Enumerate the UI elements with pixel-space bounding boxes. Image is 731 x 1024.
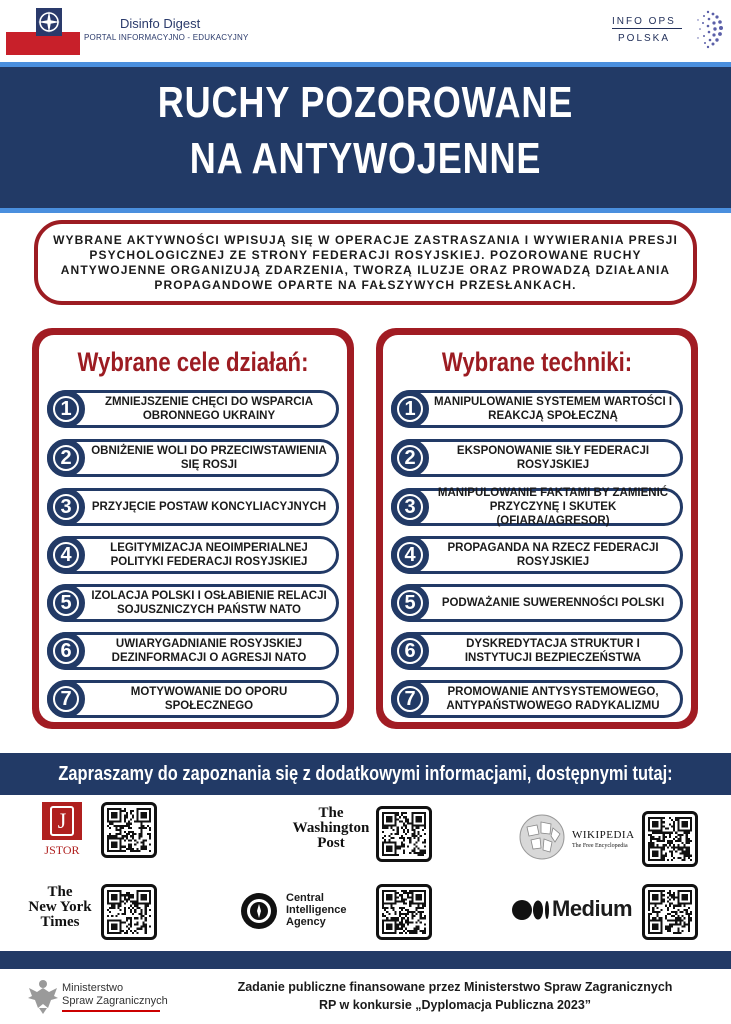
wikipedia-logo[interactable] bbox=[517, 812, 635, 862]
funding-line2: RP w konkursie „Dyplomacja Publiczna 2023” bbox=[318, 998, 592, 1012]
brand-name: Disinfo Digest bbox=[120, 16, 201, 31]
technique-item-text: DYSKREDYTACJA STRUKTUR I INSTYTUCJI BEZPIECZEŃSTWA bbox=[464, 638, 642, 664]
goal-item bbox=[47, 488, 339, 526]
funding-line1: Zadanie publiczne finansowane przez Ministerstwo Spraw Zagranicznych bbox=[237, 980, 673, 994]
number-badge bbox=[391, 584, 429, 622]
goal-item-text: IZOLACJA POLSKI I OSŁABIENIE RELACJI SOJUSZNICZYCH PAŃSTW NATO bbox=[91, 590, 327, 616]
technique-item bbox=[391, 680, 683, 718]
qr-code-wikipedia[interactable] bbox=[642, 811, 698, 867]
wapo-line2: Washington bbox=[292, 820, 370, 836]
technique-item-text: MANIPULOWANIE FAKTAMI BY ZAMIENIĆ PRZYCZYNĘ I SKUTEK (OFIARA/AGRESOR) bbox=[437, 487, 669, 527]
technique-item bbox=[391, 390, 683, 428]
goal-item-text: PRZYJĘCIE POSTAW KONCYLIACYJNYCH bbox=[91, 501, 327, 513]
medium-dots-icon bbox=[512, 899, 550, 921]
techniques-panel bbox=[376, 328, 698, 729]
number-badge-text: 7 bbox=[53, 686, 79, 712]
wikipedia-sub: The Free Encyclopedia bbox=[572, 843, 628, 849]
cta-text: Zapraszamy do zapoznania się z dodatkowymi informacjami, dostępnymi tutaj: bbox=[58, 762, 673, 785]
number-badge-text: 7 bbox=[397, 686, 423, 712]
medium-logo[interactable] bbox=[512, 896, 640, 924]
number-badge-text: 3 bbox=[53, 494, 79, 520]
qr-pattern bbox=[107, 890, 151, 934]
number-badge bbox=[47, 536, 85, 574]
footer-bar bbox=[0, 951, 731, 969]
cia-seal-icon bbox=[240, 892, 278, 930]
technique-item-text: PROMOWANIE ANTYSYSTEMOWEGO, ANTYPAŃSTWOWEGO RADYKALIZMU bbox=[446, 686, 660, 712]
page-title-line1: RUCHY POZOROWANE bbox=[157, 78, 574, 127]
cta-bar bbox=[0, 753, 731, 795]
qr-pattern bbox=[107, 808, 151, 852]
techniques-title: Wybrane techniki: bbox=[441, 347, 633, 377]
cia-line1: Central bbox=[286, 892, 324, 904]
nyt-line2: New York bbox=[28, 899, 92, 915]
number-badge bbox=[47, 439, 85, 477]
washington-post-logo[interactable] bbox=[290, 806, 372, 851]
number-badge bbox=[391, 439, 429, 477]
number-badge bbox=[391, 536, 429, 574]
number-badge bbox=[47, 390, 85, 428]
goal-item bbox=[47, 584, 339, 622]
qr-pattern bbox=[382, 890, 426, 934]
goal-item bbox=[47, 632, 339, 670]
polish-eagle-icon bbox=[26, 978, 60, 1016]
technique-item bbox=[391, 536, 683, 574]
ministry-line2: Spraw Zagranicznych bbox=[62, 995, 168, 1007]
number-badge bbox=[391, 390, 429, 428]
goal-item bbox=[47, 390, 339, 428]
qr-pattern bbox=[648, 890, 692, 934]
number-badge bbox=[47, 632, 85, 670]
ministry-line1: Ministerstwo bbox=[62, 982, 124, 994]
goal-item-text: ZMNIEJSZENIE CHĘCI DO WSPARCIA OBRONNEGO UKRAINY bbox=[104, 396, 314, 422]
number-badge-text: 6 bbox=[53, 638, 79, 664]
goal-item-text: UWIARYGADNIANIE ROSYJSKIEJ DEZINFORMACJI O AGRESJI NATO bbox=[111, 638, 307, 664]
wikipedia-label: WIKIPEDIA bbox=[572, 829, 635, 841]
number-badge-text: 4 bbox=[53, 542, 79, 568]
number-badge bbox=[391, 488, 429, 526]
technique-item bbox=[391, 439, 683, 477]
qr-code-cia[interactable] bbox=[376, 884, 432, 940]
wapo-line3: Post bbox=[317, 835, 345, 851]
number-badge-text: 2 bbox=[397, 445, 423, 471]
number-badge bbox=[391, 680, 429, 718]
new-york-times-logo[interactable] bbox=[24, 885, 96, 930]
technique-item-text: MANIPULOWANIE SYSTEMEM WARTOŚCI I REAKCJĄ SPOŁECZNĄ bbox=[433, 396, 673, 422]
ministry-logo-text bbox=[62, 982, 168, 1008]
number-badge bbox=[47, 680, 85, 718]
wikipedia-globe-icon bbox=[517, 812, 567, 862]
goal-item bbox=[47, 439, 339, 477]
infoops-country: POLSKA bbox=[618, 33, 671, 44]
ministry-red-line bbox=[62, 1010, 160, 1012]
qr-code-washington-post[interactable] bbox=[376, 806, 432, 862]
number-badge bbox=[47, 488, 85, 526]
technique-item bbox=[391, 632, 683, 670]
number-badge-text: 4 bbox=[397, 542, 423, 568]
cia-logo[interactable] bbox=[240, 890, 370, 934]
number-badge-text: 5 bbox=[53, 590, 79, 616]
jstor-label: JSTOR bbox=[44, 843, 80, 857]
page-title-line2: NA ANTYWOJENNE bbox=[189, 134, 542, 183]
cia-line2: Intelligence bbox=[286, 904, 347, 916]
number-badge-text: 2 bbox=[53, 445, 79, 471]
number-badge-text: 3 bbox=[397, 494, 423, 520]
technique-item-text: EKSPONOWANIE SIŁY FEDERACJI ROSYJSKIEJ bbox=[456, 445, 650, 471]
medium-label: Medium bbox=[552, 896, 633, 921]
cia-line3: Agency bbox=[286, 916, 326, 928]
dotted-globe-icon bbox=[686, 6, 726, 54]
technique-item-text: PROPAGANDA NA RZECZ FEDERACJI ROSYJSKIEJ bbox=[447, 542, 659, 568]
infoops-divider bbox=[612, 28, 682, 29]
jstor-logo[interactable] bbox=[40, 802, 84, 860]
funding-note bbox=[200, 978, 710, 1014]
wapo-line1: The bbox=[318, 805, 344, 821]
nyt-line1: The bbox=[47, 884, 73, 900]
qr-pattern bbox=[382, 812, 426, 856]
goal-item-text: OBNIŻENIE WOLI DO PRZECIWSTAWIENIA SIĘ ROSJI bbox=[91, 445, 327, 471]
number-badge bbox=[47, 584, 85, 622]
number-badge-text: 1 bbox=[53, 396, 79, 422]
techniques-list bbox=[383, 335, 691, 722]
banner-stripe-bottom bbox=[0, 208, 731, 213]
goal-item-text: MOTYWOWANIE DO OPORU SPOŁECZNEGO bbox=[130, 686, 288, 712]
brand-subtitle: PORTAL INFORMACYJNO - EDUKACYJNY bbox=[84, 33, 249, 42]
infoops-name: INFO OPS bbox=[612, 16, 676, 27]
number-badge-text: 6 bbox=[397, 638, 423, 664]
number-badge bbox=[391, 632, 429, 670]
qr-code-medium[interactable] bbox=[642, 884, 698, 940]
cia-label bbox=[286, 892, 347, 928]
nyt-line3: Times bbox=[40, 914, 80, 930]
technique-item bbox=[391, 488, 683, 526]
goals-list bbox=[39, 335, 347, 722]
number-badge-text: 5 bbox=[397, 590, 423, 616]
goals-title: Wybrane cele działań: bbox=[77, 347, 309, 377]
jstor-emblem-icon: J bbox=[42, 802, 82, 840]
intro-box bbox=[34, 220, 697, 305]
intro-text: WYBRANE AKTYWNOŚCI WPISUJĄ SIĘ W OPERACJE ZASTRASZANIA I WYWIERANIA PRESJI PSYCHOLOGICZNEJ ZE STRONY FEDERACJI ROSYJSKIEJ. POZOROWANE RUCHY ANTYWOJENNE ORGANIZUJĄ ZDARZENIA, TWORZĄ ILUZJE ORAZ PROWADZĄ DZIAŁANIA PROPAGANDOWE OPARTE NA FAŁSZYWYCH PRZESŁANKACH. bbox=[53, 232, 678, 292]
disinfo-digest-logo bbox=[6, 6, 80, 55]
goal-item-text: LEGITYMIZACJA NEOIMPERIALNEJ POLITYKI FEDERACJI ROSYJSKIEJ bbox=[110, 542, 308, 568]
qr-code-jstor[interactable] bbox=[101, 802, 157, 858]
technique-item-text: PODWAŻANIE SUWERENNOŚCI POLSKI bbox=[441, 597, 665, 609]
goal-item bbox=[47, 536, 339, 574]
number-badge-text: 1 bbox=[397, 396, 423, 422]
goal-item bbox=[47, 680, 339, 718]
goals-panel bbox=[32, 328, 354, 729]
technique-item bbox=[391, 584, 683, 622]
qr-pattern bbox=[648, 817, 692, 861]
qr-code-new-york-times[interactable] bbox=[101, 884, 157, 940]
